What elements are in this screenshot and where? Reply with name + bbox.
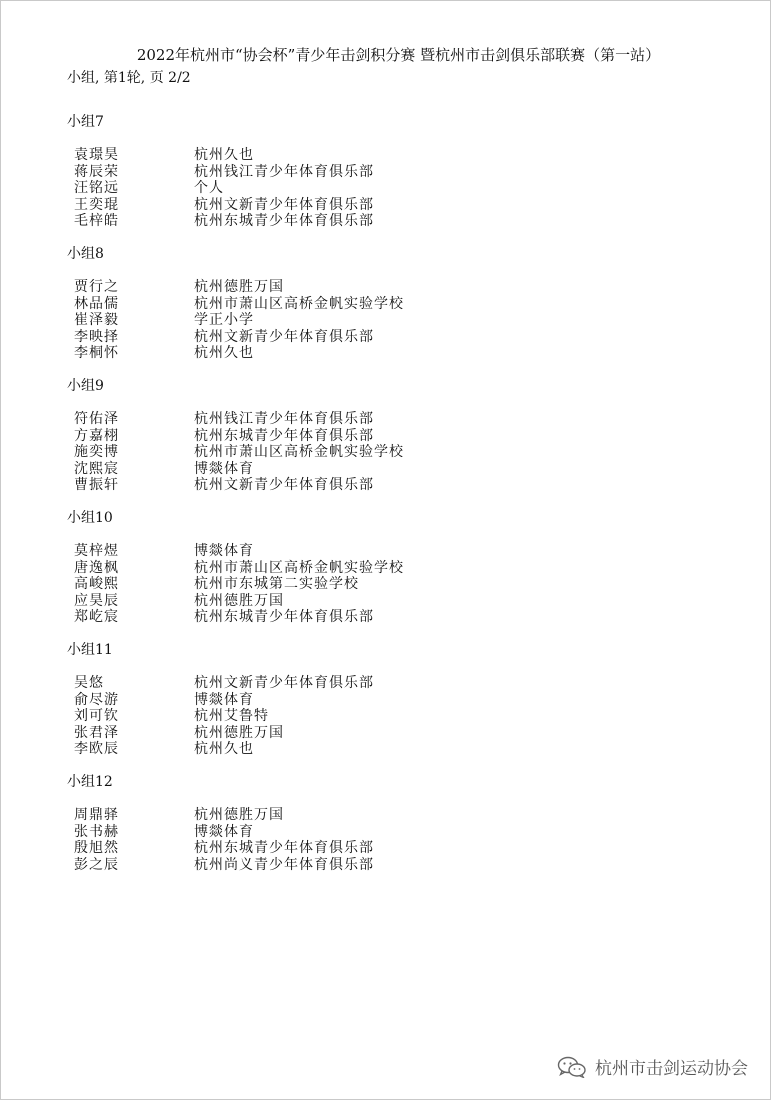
pool-section [1, 113, 771, 245]
fencer-name: 高峻熙 [74, 576, 119, 592]
document-title [1, 45, 771, 65]
fencer-row [1, 675, 771, 692]
fencer-club: 博燚体育 [194, 691, 254, 708]
fencer-name: 施奕博 [74, 444, 119, 460]
fencer-row [1, 708, 771, 725]
fencer-row [1, 197, 771, 214]
fencer-row [1, 461, 771, 478]
fencer-club: 学正小学 [194, 312, 254, 328]
fencer-club: 个人 [194, 180, 224, 196]
fencer-name: 王奕琨 [74, 196, 119, 213]
fencer-name: 彭之辰 [74, 856, 119, 873]
fencer-club: 杭州市萧山区高桥金帆实验学校 [194, 295, 404, 312]
fencer-row [1, 807, 771, 824]
pool-section [1, 377, 771, 509]
fencer-club: 杭州德胜万国 [194, 807, 284, 823]
fencer-name: 崔泽毅 [74, 312, 119, 328]
fencer-club: 杭州久也 [194, 345, 254, 361]
fencer-club: 杭州东城青少年体育俱乐部 [194, 609, 374, 625]
fencer-name: 方嘉栩 [74, 427, 119, 444]
fencer-name: 蒋辰荣 [74, 163, 119, 180]
fencer-club: 杭州艾鲁特 [194, 708, 269, 724]
fencer-club: 杭州文新青少年体育俱乐部 [194, 477, 374, 493]
fencer-club: 杭州文新青少年体育俱乐部 [194, 196, 374, 213]
pool-section [1, 641, 771, 773]
fencer-row [1, 477, 771, 494]
fencer-name: 莫梓煜 [74, 543, 119, 559]
fencer-row [1, 411, 771, 428]
fencer-club: 杭州文新青少年体育俱乐部 [194, 675, 374, 691]
fencer-name: 符佑泽 [74, 411, 119, 427]
fencer-club: 博燚体育 [194, 543, 254, 559]
fencer-row [1, 296, 771, 313]
fencer-row [1, 741, 771, 758]
fencer-name: 应昊辰 [74, 592, 119, 609]
fencer-name: 李欧辰 [74, 741, 119, 757]
fencer-row [1, 164, 771, 181]
fencer-club: 杭州久也 [194, 147, 254, 163]
fencer-name: 袁璟昊 [74, 147, 119, 163]
fencer-club: 杭州德胜万国 [194, 279, 284, 295]
fencer-name: 郑屹宸 [74, 609, 119, 625]
fencer-name: 毛梓皓 [74, 213, 119, 229]
fencer-club: 杭州文新青少年体育俱乐部 [194, 328, 374, 345]
fencer-row [1, 840, 771, 857]
fencer-row [1, 444, 771, 461]
fencer-club: 博燚体育 [194, 460, 254, 477]
fencer-name: 吴悠 [74, 675, 104, 691]
wechat-icon [557, 1056, 587, 1078]
fencer-club: 杭州德胜万国 [194, 592, 284, 609]
pool-label: 小组8 [67, 246, 104, 262]
fencer-row [1, 560, 771, 577]
fencer-name: 张书赫 [74, 823, 119, 840]
pool-label: 小组11 [67, 642, 113, 658]
fencer-row [1, 329, 771, 346]
fencer-row [1, 147, 771, 164]
pool-list [1, 113, 771, 905]
fencer-name: 张君泽 [74, 724, 119, 741]
fencer-name: 林品儒 [74, 295, 119, 312]
fencer-name: 周鼎驿 [74, 807, 119, 823]
fencer-name: 李桐怀 [74, 345, 119, 361]
fencer-club: 杭州市萧山区高桥金帆实验学校 [194, 444, 404, 460]
fencer-club: 杭州东城青少年体育俱乐部 [194, 840, 374, 856]
fencer-row [1, 180, 771, 197]
fencer-row [1, 428, 771, 445]
fencer-row [1, 725, 771, 742]
fencer-club: 博燚体育 [194, 823, 254, 840]
fencer-club: 杭州钱江青少年体育俱乐部 [194, 163, 374, 180]
document-subtitle: 小组, 第1轮, 页 2/2 [67, 70, 191, 86]
fencer-club: 杭州市东城第二实验学校 [194, 576, 359, 592]
fencer-row [1, 593, 771, 610]
fencer-name: 俞尽游 [74, 691, 119, 708]
pool-label: 小组9 [67, 378, 104, 394]
fencer-row [1, 576, 771, 593]
fencer-club: 杭州尚义青少年体育俱乐部 [194, 856, 374, 873]
fencer-club: 杭州德胜万国 [194, 724, 284, 741]
fencer-name: 曹振轩 [74, 477, 119, 493]
watermark-text: 杭州市击剑运动协会 [595, 1059, 748, 1079]
fencer-row [1, 609, 771, 626]
fencer-row [1, 692, 771, 709]
fencer-name: 殷旭然 [74, 840, 119, 856]
fencer-row [1, 279, 771, 296]
pool-label: 小组12 [67, 774, 113, 790]
fencer-club: 杭州东城青少年体育俱乐部 [194, 427, 374, 444]
fencer-club: 杭州东城青少年体育俱乐部 [194, 213, 374, 229]
fencer-row [1, 312, 771, 329]
fencer-name: 刘可钦 [74, 708, 119, 724]
document-title-text: 2022年杭州市“协会杯”青少年击剑积分赛 暨杭州市击剑俱乐部联赛（第一站） [136, 46, 661, 64]
fencer-row [1, 543, 771, 560]
watermark [557, 1054, 748, 1079]
fencer-club: 杭州市萧山区高桥金帆实验学校 [194, 559, 404, 576]
fencer-club: 杭州久也 [194, 741, 254, 757]
fencer-row [1, 824, 771, 841]
pool-label: 小组10 [67, 510, 113, 526]
fencer-club: 杭州钱江青少年体育俱乐部 [194, 411, 374, 427]
fencer-row [1, 857, 771, 874]
fencer-row [1, 213, 771, 230]
pool-label: 小组7 [67, 114, 104, 130]
fencer-name: 李映择 [74, 328, 119, 345]
fencer-row [1, 345, 771, 362]
pool-section [1, 773, 771, 905]
fencer-name: 唐逸枫 [74, 559, 119, 576]
fencer-name: 汪铭远 [74, 180, 119, 196]
fencer-name: 贾行之 [74, 279, 119, 295]
fencer-name: 沈熙宸 [74, 460, 119, 477]
pool-section [1, 509, 771, 641]
pool-section [1, 245, 771, 377]
